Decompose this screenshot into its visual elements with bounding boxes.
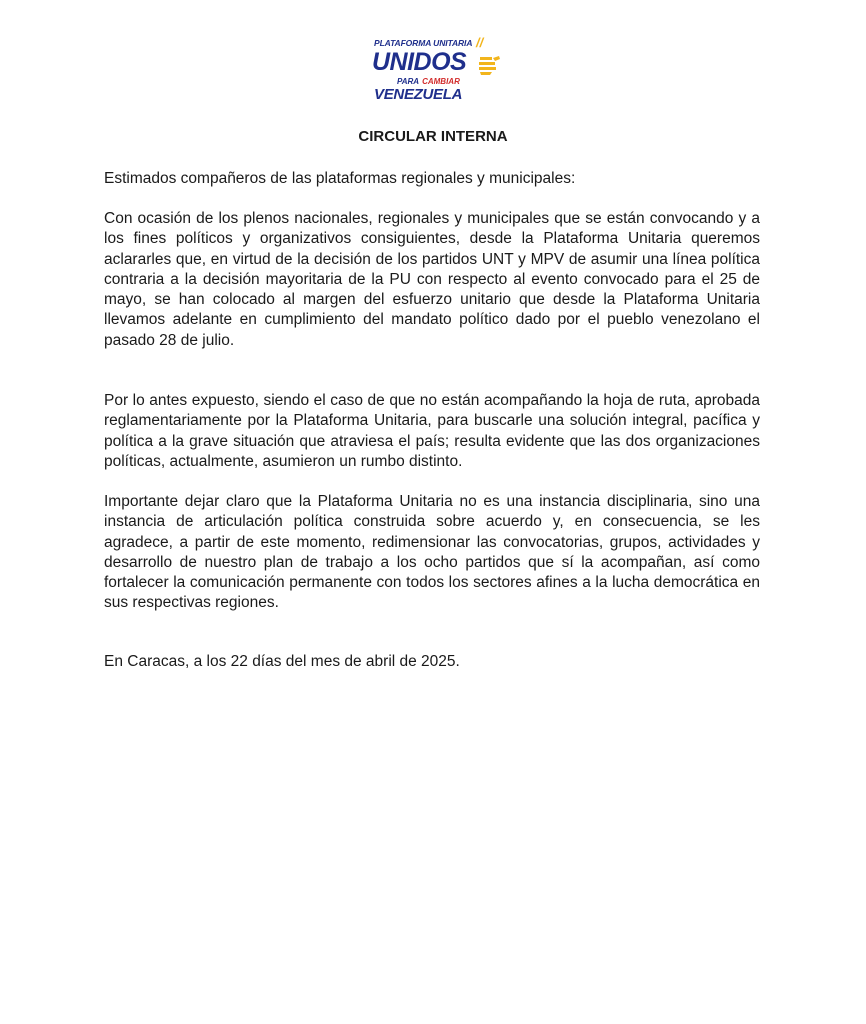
paragraph-1: Con ocasión de los plenos nacionales, regionales y municipales que se están convocando y a los fines políticos y organizativos consiguientes, desde la Plataforma Unitaria queremos aclararles que, en virtud de la decisión de los partidos UNT y MPV de asumir una línea política contraria a la decisión mayoritaria de la PU con respecto al evento convocado para el 25 de mayo, se han colocado al margen del esfuerzo unitario que desde la Plataforma Unitaria llevamos adelante en cumplimiento del mandato político dado por el pueblo venezolano el pasado 28 de julio. (104, 210, 760, 349)
greeting: Estimados compañeros de las plataformas regionales y municipales: (104, 170, 576, 187)
closing-line: En Caracas, a los 22 días del mes de abril de 2025. (104, 653, 460, 670)
unidos-venezuela-logo (368, 36, 502, 106)
paragraph-2: Por lo antes expuesto, siendo el caso de que no están acompañando la hoja de ruta, aprobada reglamentariamente por la Plataforma Unitaria, para buscarle una solución integral, pacífica y política a la grave situación que atraviesa el país; resulta evidente que las dos organizaciones políticas, actualmente, asumieron un rumbo distinto. (104, 392, 760, 470)
logo-top-line: PLATAFORMA UNITARIA (374, 38, 473, 48)
logo-sub-line (397, 77, 460, 86)
logo-main-word: UNIDOS (372, 48, 467, 76)
raised-hand-icon (476, 54, 502, 78)
logo-slashes-mark: // (476, 35, 484, 50)
logo-sub-cambiar: CAMBIAR (422, 77, 460, 86)
document-title: CIRCULAR INTERNA (358, 128, 508, 145)
logo-bottom-word: VENEZUELA (374, 86, 463, 103)
paragraph-3: Importante dejar claro que la Plataforma Unitaria no es una instancia disciplinaria, sino una instancia de articulación política construida sobre acuerdo y, en consecuencia, se les agradece, a partir de este momento, redimensionar las convocatorias, grupos, actividades y desarrollo de nuestro plan de trabajo a los ocho partidos que sí la acompañan, así como fortalecer la comunicación permanente con todos los sectores afines a la lucha democrática en sus respectivas regiones. (104, 493, 760, 612)
logo-sub-para: PARA (397, 77, 420, 86)
